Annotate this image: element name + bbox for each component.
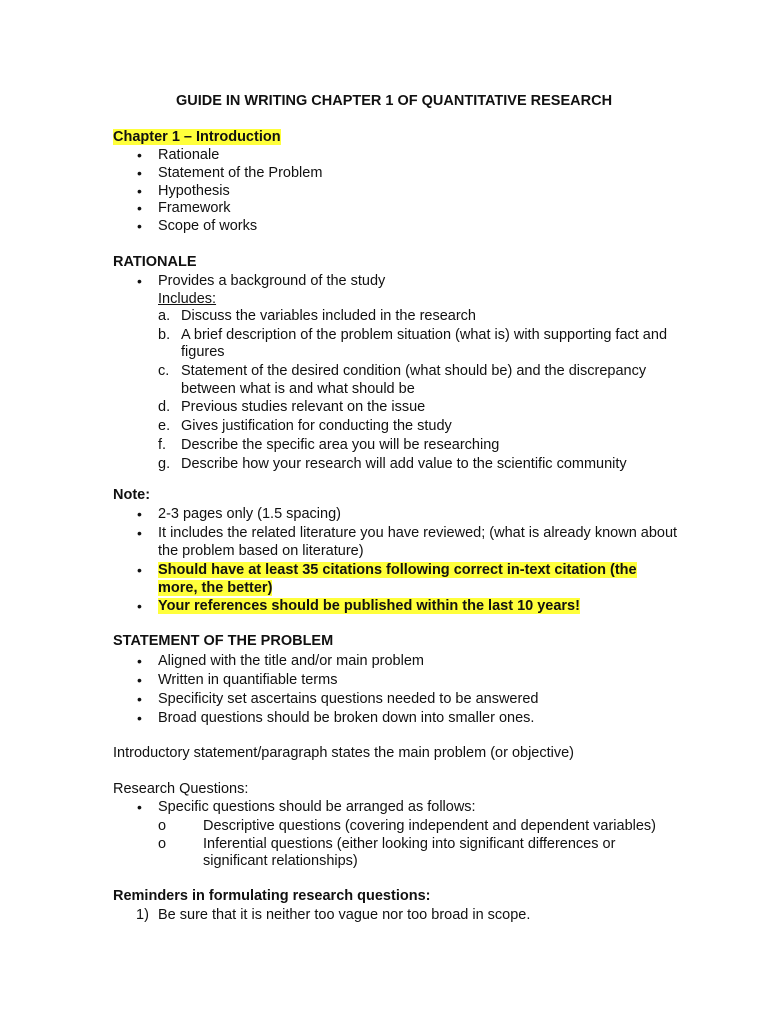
rationale-item-text: Gives justification for conducting the study [181,418,452,435]
reminders-heading: Reminders in formulating research questions: [113,888,431,904]
bullet-glyph: • [137,672,142,688]
research-questions-label: Research Questions: [113,781,249,797]
rationale-item-mark: d. [158,399,171,416]
note-item-3b: more, the better) [158,580,273,596]
rationale-item-text: Describe how your research will add value to the scientific community [181,455,627,472]
rationale-item-mark: b. [158,326,171,343]
sub-bullet-mark: o [158,836,167,852]
rationale-heading: RATIONALE [113,254,197,270]
rationale-item-mark: c. [158,363,170,380]
chapter-item: Scope of works [158,218,258,235]
note-item-4: Your references should be published within the last 10 years! [158,598,580,614]
bullet-glyph: • [137,598,142,614]
inferential-questions-b: significant relationships) [203,853,358,869]
rationale-item-mark: e. [158,418,171,435]
rationale-item-mark: a. [158,308,171,324]
rationale-item-text: Describe the specific area you will be researching [181,437,500,453]
rationale-item-mark: f. [158,437,167,453]
bullet-glyph: • [137,147,142,163]
descriptive-questions: Descriptive questions (covering independent and dependent variables) [203,818,657,834]
sop-intro: Introductory statement/paragraph states the main problem (or objective) [113,745,575,761]
chapter-item: Rationale [158,147,220,163]
bullet-glyph: • [137,799,142,815]
sop-heading: STATEMENT OF THE PROBLEM [113,633,334,649]
bullet-glyph: • [137,525,142,541]
bullet-glyph: • [137,273,142,289]
sop-item: Aligned with the title and/or main problem [158,653,424,669]
rationale-item-text: Discuss the variables included in the research [181,308,476,324]
document-title: GUIDE IN WRITING CHAPTER 1 OF QUANTITATIVE RESEARCH [175,93,613,109]
note-item-3a: Should have at least 35 citations following correct in-text citation (the [158,562,637,578]
rationale-item-text: Statement of the desired condition (what should be) and the discrepancy [181,363,647,380]
rationale-item-text: A brief description of the problem situation (what is) with supporting fact and [181,326,668,343]
sop-item: Written in quantifiable terms [158,672,338,688]
rationale-item-text: between what is and what should be [181,380,415,397]
note-heading: Note: [113,487,151,503]
rationale-item-text: figures [181,344,225,361]
inferential-questions-a: Inferential questions (either looking into significant differences or [203,836,616,852]
bullet-glyph: • [137,653,142,669]
note-item-2b: the problem based on literature) [158,543,364,559]
rationale-includes: Includes: [158,291,217,307]
rationale-bullet: Provides a background of the study [158,273,386,289]
reminder-mark: 1) [136,907,149,923]
chapter-heading [113,129,281,145]
sub-bullet-mark: o [158,818,167,834]
bullet-glyph: • [137,710,142,726]
research-questions-bullet: Specific questions should be arranged as follows: [158,799,476,815]
sop-item: Broad questions should be broken down into smaller ones. [158,710,535,726]
bullet-glyph: • [137,562,142,578]
rationale-item-mark: g. [158,455,171,472]
bullet-glyph: • [137,164,142,181]
bullet-glyph: • [137,691,142,707]
rationale-item-text: Previous studies relevant on the issue [181,399,426,416]
bullet-glyph: • [137,200,142,217]
chapter-heading-text: Chapter 1 – Introduction [113,129,281,145]
chapter-item: Hypothesis [158,182,230,199]
sop-item: Specificity set ascertains questions needed to be answered [158,691,539,707]
note-item-1: 2-3 pages only (1.5 spacing) [158,506,341,522]
chapter-item: Statement of the Problem [158,164,323,181]
chapter-item: Framework [158,200,231,217]
bullet-glyph: • [137,218,142,235]
reminder-item-1: Be sure that it is neither too vague nor too broad in scope. [158,907,531,923]
bullet-glyph: • [137,506,142,522]
note-item-2a: It includes the related literature you have reviewed; (what is already known about [158,525,678,541]
bullet-glyph: • [137,182,142,199]
